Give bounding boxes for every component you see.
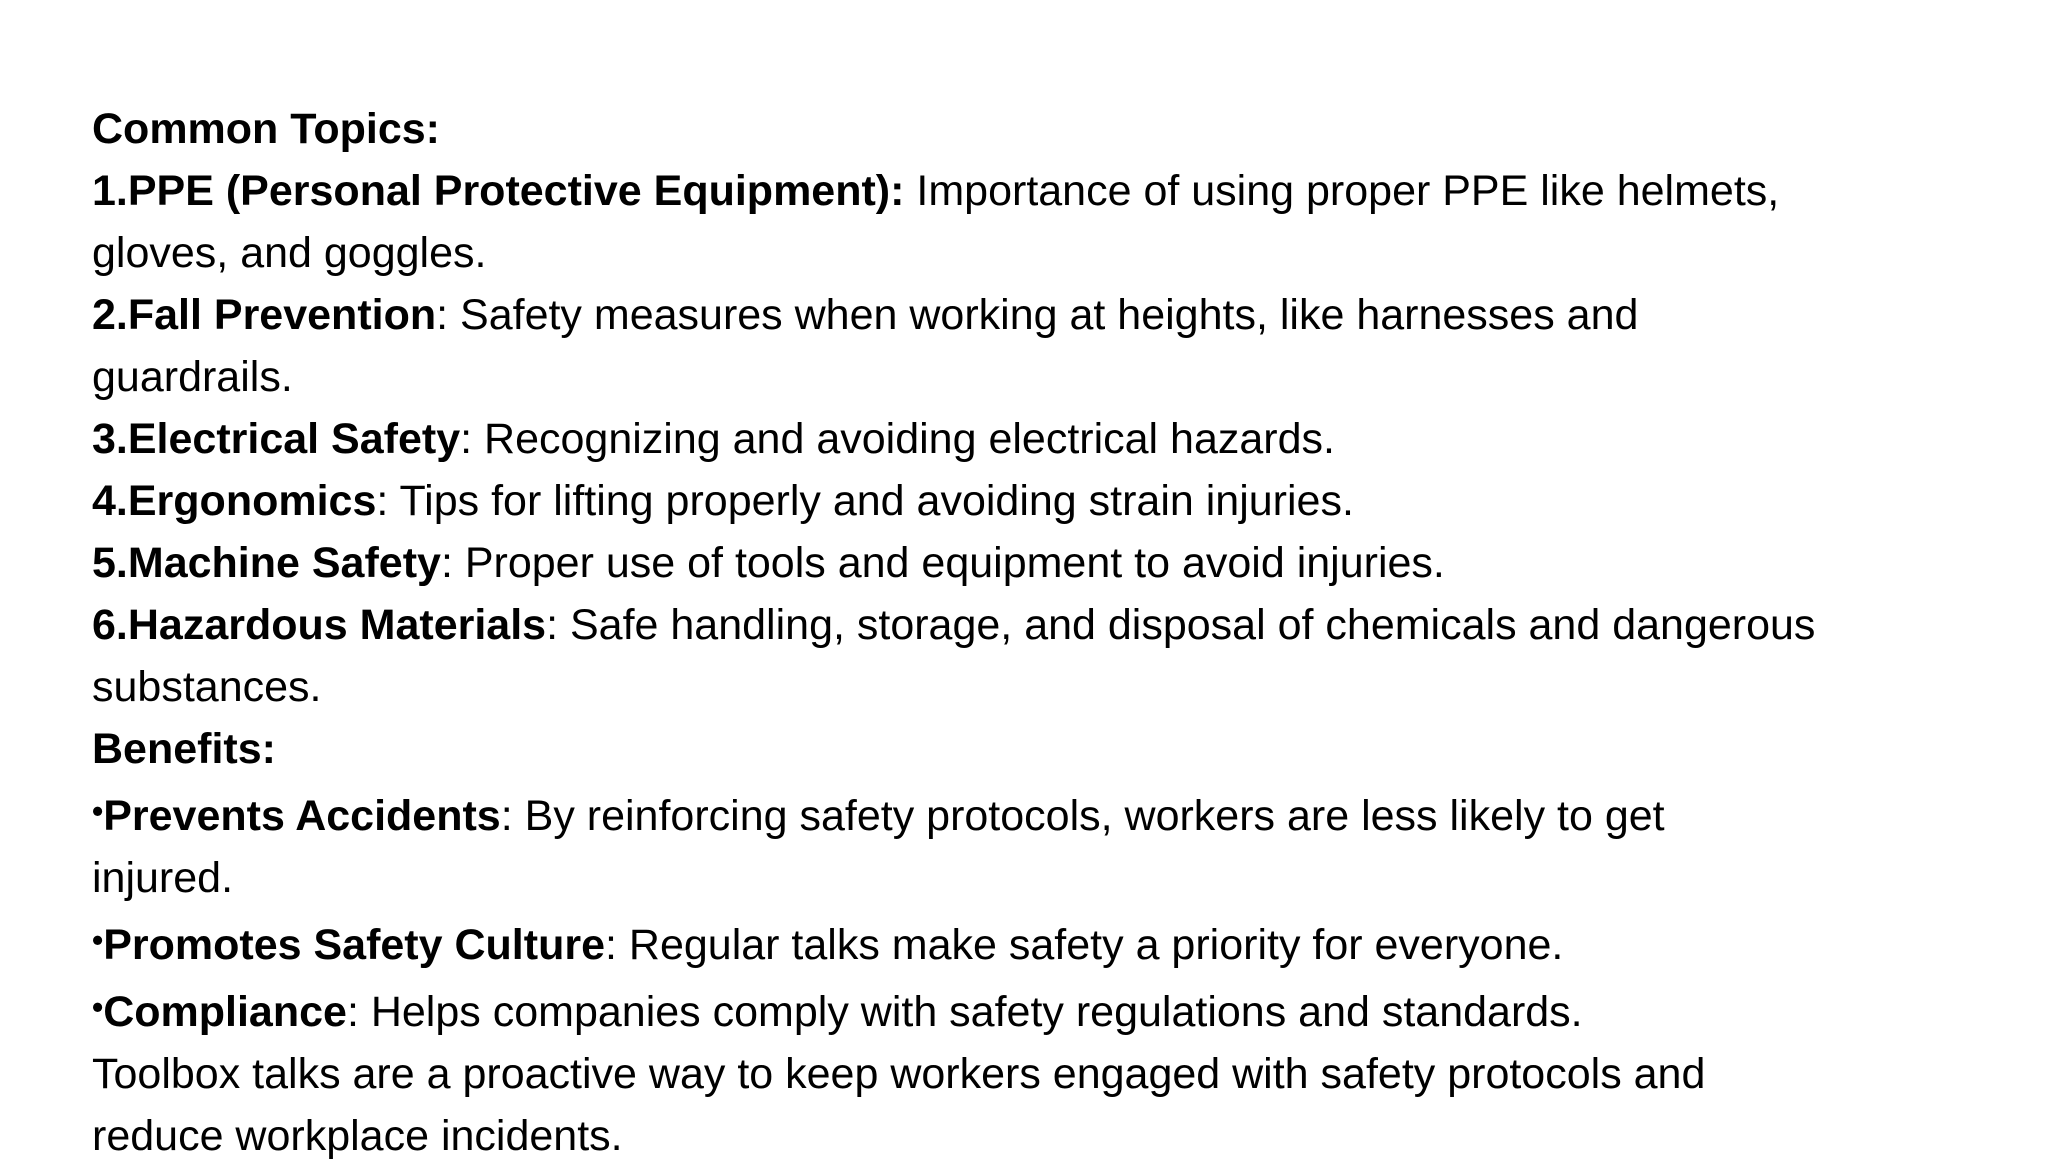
- topic-description: Safe handling, storage, and disposal of chemicals and dangerous: [569, 601, 1816, 649]
- conclusion-line-continued: reduce workplace incidents.: [92, 1112, 623, 1160]
- slide-text-body: [92, 98, 1992, 1167]
- benefit-separator: :: [500, 792, 525, 840]
- topic-item-ppe-continued: gloves, and goggles.: [92, 229, 487, 277]
- topic-item-machine-safety: [92, 532, 1992, 594]
- benefit-separator: :: [346, 988, 371, 1036]
- benefits-heading: Benefits:: [92, 725, 276, 773]
- topic-number: 6.: [92, 601, 128, 649]
- topic-description: Importance of using proper PPE like helmets,: [916, 167, 1780, 215]
- topic-item-fall-prevention: [92, 284, 1992, 346]
- topic-separator: :: [440, 539, 465, 587]
- topic-separator: :: [436, 291, 461, 339]
- topic-item-electrical-safety: [92, 408, 1992, 470]
- topic-term: Hazardous Materials: [127, 601, 547, 649]
- topic-term: Ergonomics: [127, 477, 377, 525]
- benefit-term: Compliance: [103, 988, 347, 1036]
- topic-description: Recognizing and avoiding electrical hazards.: [484, 415, 1335, 463]
- topic-item-hazardous-materials: [92, 594, 1992, 656]
- benefit-item-prevents-accidents-continued: injured.: [92, 854, 234, 902]
- conclusion-line: Toolbox talks are a proactive way to keep workers engaged with safety protocols and: [92, 1050, 1706, 1098]
- benefit-separator: :: [605, 921, 629, 969]
- topic-item-ppe: [92, 160, 1992, 222]
- benefit-item-compliance: [92, 976, 1992, 1043]
- topic-item-ergonomics: [92, 470, 1992, 532]
- benefit-description: By reinforcing safety protocols, workers are less likely to get: [524, 792, 1665, 840]
- bullet-icon: •: [92, 989, 104, 1025]
- benefit-description: Helps companies comply with safety regulations and standards.: [370, 988, 1583, 1036]
- benefit-item-prevents-accidents: [92, 780, 1992, 847]
- topic-separator: :: [546, 601, 570, 649]
- bullet-icon: •: [92, 922, 104, 958]
- topic-separator: :: [376, 477, 400, 525]
- common-topics-heading: Common Topics:: [92, 105, 440, 153]
- topic-description: Safety measures when working at heights, like harnesses and: [460, 291, 1639, 339]
- topic-term: Fall Prevention: [127, 291, 437, 339]
- topic-number: 1.: [92, 167, 128, 215]
- benefit-item-promotes-safety-culture: [92, 909, 1992, 976]
- topic-number: 2.: [92, 291, 128, 339]
- benefit-description: Regular talks make safety a priority for everyone.: [628, 921, 1564, 969]
- topic-term: Electrical Safety: [127, 415, 461, 463]
- benefit-term: Promotes Safety Culture: [103, 921, 605, 969]
- topic-description: Proper use of tools and equipment to avoid injuries.: [464, 539, 1445, 587]
- benefit-term: Prevents Accidents: [103, 792, 501, 840]
- topic-term: Machine Safety: [127, 539, 441, 587]
- topic-item-hazardous-materials-continued: substances.: [92, 663, 322, 711]
- topic-number: 3.: [92, 415, 128, 463]
- topic-number: 5.: [92, 539, 128, 587]
- topic-item-fall-prevention-continued: guardrails.: [92, 353, 293, 401]
- bullet-icon: •: [92, 793, 104, 829]
- topic-description: Tips for lifting properly and avoiding strain injuries.: [399, 477, 1354, 525]
- topic-number: 4.: [92, 477, 128, 525]
- topic-separator: :: [460, 415, 485, 463]
- topic-term: PPE (Personal Protective Equipment): [127, 167, 891, 215]
- topic-separator: :: [890, 167, 917, 215]
